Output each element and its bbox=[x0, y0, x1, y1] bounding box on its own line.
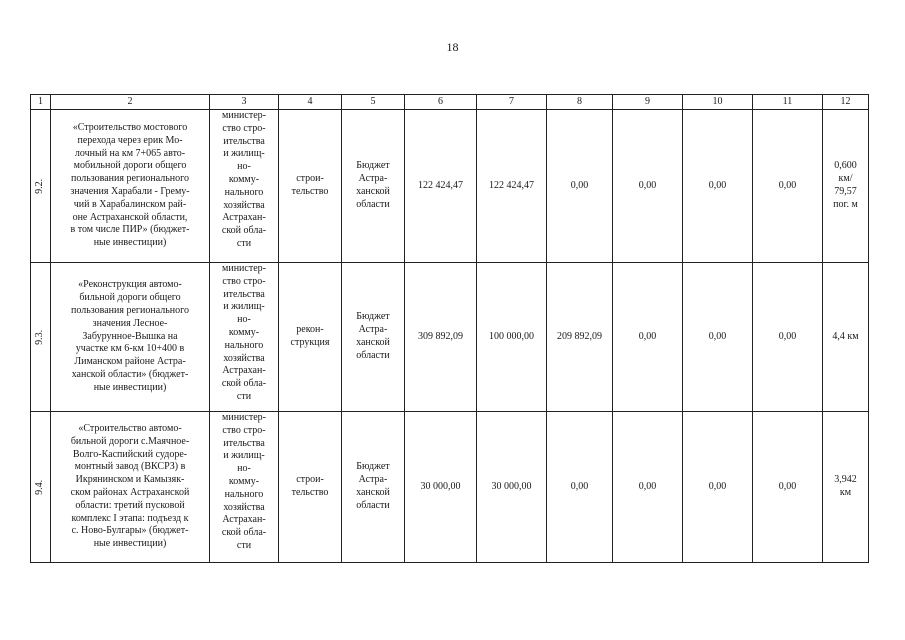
row-number: 9.4. bbox=[34, 479, 46, 495]
value-col-6: 309 892,09 bbox=[405, 263, 477, 412]
funding-source-cell bbox=[342, 263, 405, 412]
table-row bbox=[31, 263, 869, 412]
row-number-cell bbox=[31, 412, 51, 563]
project-name: «Реконструкция автомо- бильной дороги общего пользования регионального значения Лесное- Забурунное-Вышка на участке км 6-км 10+400 в Лиманском районе Астра- ханской области» (бюджет- ные инвестиции) bbox=[70, 279, 190, 393]
executor-cell bbox=[210, 110, 279, 263]
value-col-9: 0,00 bbox=[613, 263, 683, 412]
value-col-10: 0,00 bbox=[683, 110, 753, 263]
indicator-cell bbox=[823, 412, 869, 563]
indicator: 3,942 км bbox=[834, 474, 857, 498]
work-type: строи- тельство bbox=[291, 474, 329, 498]
executor: министер- ство стро- ительства и жилищ- но- комму- нального хозяйства Астрахан- ской обла- сти bbox=[221, 263, 267, 402]
value-col-10: 0,00 bbox=[683, 263, 753, 412]
indicator: 0,600 км/ 79,57 пог. м bbox=[833, 160, 858, 210]
work-type: строи- тельство bbox=[291, 173, 329, 197]
row-number: 9.2. bbox=[34, 178, 46, 194]
project-name-cell bbox=[51, 412, 210, 563]
row-number: 9.3. bbox=[34, 329, 46, 345]
executor: министер- ство стро- ительства и жилищ- но- комму- нального хозяйства Астрахан- ской обла- сти bbox=[221, 412, 267, 551]
work-type: рекон- струкция bbox=[290, 324, 330, 348]
value-col-6: 30 000,00 bbox=[405, 412, 477, 563]
indicator: 4,4 км bbox=[832, 330, 859, 342]
work-type-cell bbox=[279, 412, 342, 563]
funding-source: Бюджет Астра- ханской области bbox=[356, 461, 390, 511]
value-col-10: 0,00 bbox=[683, 412, 753, 563]
executor-cell bbox=[210, 263, 279, 412]
project-name: «Строительство автомо- бильной дороги с.Маячное- Волго-Каспийский судоре- монтный завод (ВКСРЗ) в Икрянинском и Камызяк- ском районах Астраханской области: третий пусковой комплекс I этапа: подъезд к с. Ново-Булгары» (бюджет- ные инвестиции) bbox=[70, 423, 190, 550]
executor-cell bbox=[210, 412, 279, 563]
investment-table bbox=[30, 94, 869, 563]
value-col-7: 30 000,00 bbox=[477, 412, 547, 563]
value-col-11: 0,00 bbox=[753, 110, 823, 263]
column-header-8: 8 bbox=[547, 95, 613, 110]
column-header-7: 7 bbox=[477, 95, 547, 110]
value-col-9: 0,00 bbox=[613, 110, 683, 263]
column-header-1: 1 bbox=[31, 95, 51, 110]
column-header-12: 12 bbox=[823, 95, 869, 110]
page-number: 18 bbox=[446, 40, 459, 54]
table-row bbox=[31, 412, 869, 563]
value-col-9: 0,00 bbox=[613, 412, 683, 563]
row-number-cell bbox=[31, 263, 51, 412]
header-row bbox=[31, 95, 869, 110]
value-col-11: 0,00 bbox=[753, 412, 823, 563]
value-col-8: 0,00 bbox=[547, 110, 613, 263]
value-col-11: 0,00 bbox=[753, 263, 823, 412]
funding-source-cell bbox=[342, 412, 405, 563]
column-header-10: 10 bbox=[683, 95, 753, 110]
project-name-cell bbox=[51, 110, 210, 263]
value-col-7: 122 424,47 bbox=[477, 110, 547, 263]
row-number-cell bbox=[31, 110, 51, 263]
column-header-5: 5 bbox=[342, 95, 405, 110]
column-header-9: 9 bbox=[613, 95, 683, 110]
funding-source-cell bbox=[342, 110, 405, 263]
work-type-cell bbox=[279, 110, 342, 263]
funding-source: Бюджет Астра- ханской области bbox=[356, 311, 390, 361]
indicator-cell bbox=[823, 263, 869, 412]
project-name-cell bbox=[51, 263, 210, 412]
funding-source: Бюджет Астра- ханской области bbox=[356, 160, 390, 210]
value-col-6: 122 424,47 bbox=[405, 110, 477, 263]
column-header-2: 2 bbox=[51, 95, 210, 110]
project-name: «Строительство мостового перехода через ерик Мо- лочный на км 7+065 авто- мобильной дороги общего пользования регионального значения Харабали - Грему- чий в Харабалинском рай- оне Астраханской области, в том числе ПИР» (бюджет- ные инвестиции) bbox=[70, 122, 190, 249]
value-col-8: 209 892,09 bbox=[547, 263, 613, 412]
value-col-7: 100 000,00 bbox=[477, 263, 547, 412]
indicator-cell bbox=[823, 110, 869, 263]
column-header-3: 3 bbox=[210, 95, 279, 110]
value-col-8: 0,00 bbox=[547, 412, 613, 563]
column-header-6: 6 bbox=[405, 95, 477, 110]
work-type-cell bbox=[279, 263, 342, 412]
column-header-11: 11 bbox=[753, 95, 823, 110]
executor: министер- ство стро- ительства и жилищ- но- комму- нального хозяйства Астрахан- ской обла- сти bbox=[221, 110, 267, 249]
table-row bbox=[31, 110, 869, 263]
column-header-4: 4 bbox=[279, 95, 342, 110]
